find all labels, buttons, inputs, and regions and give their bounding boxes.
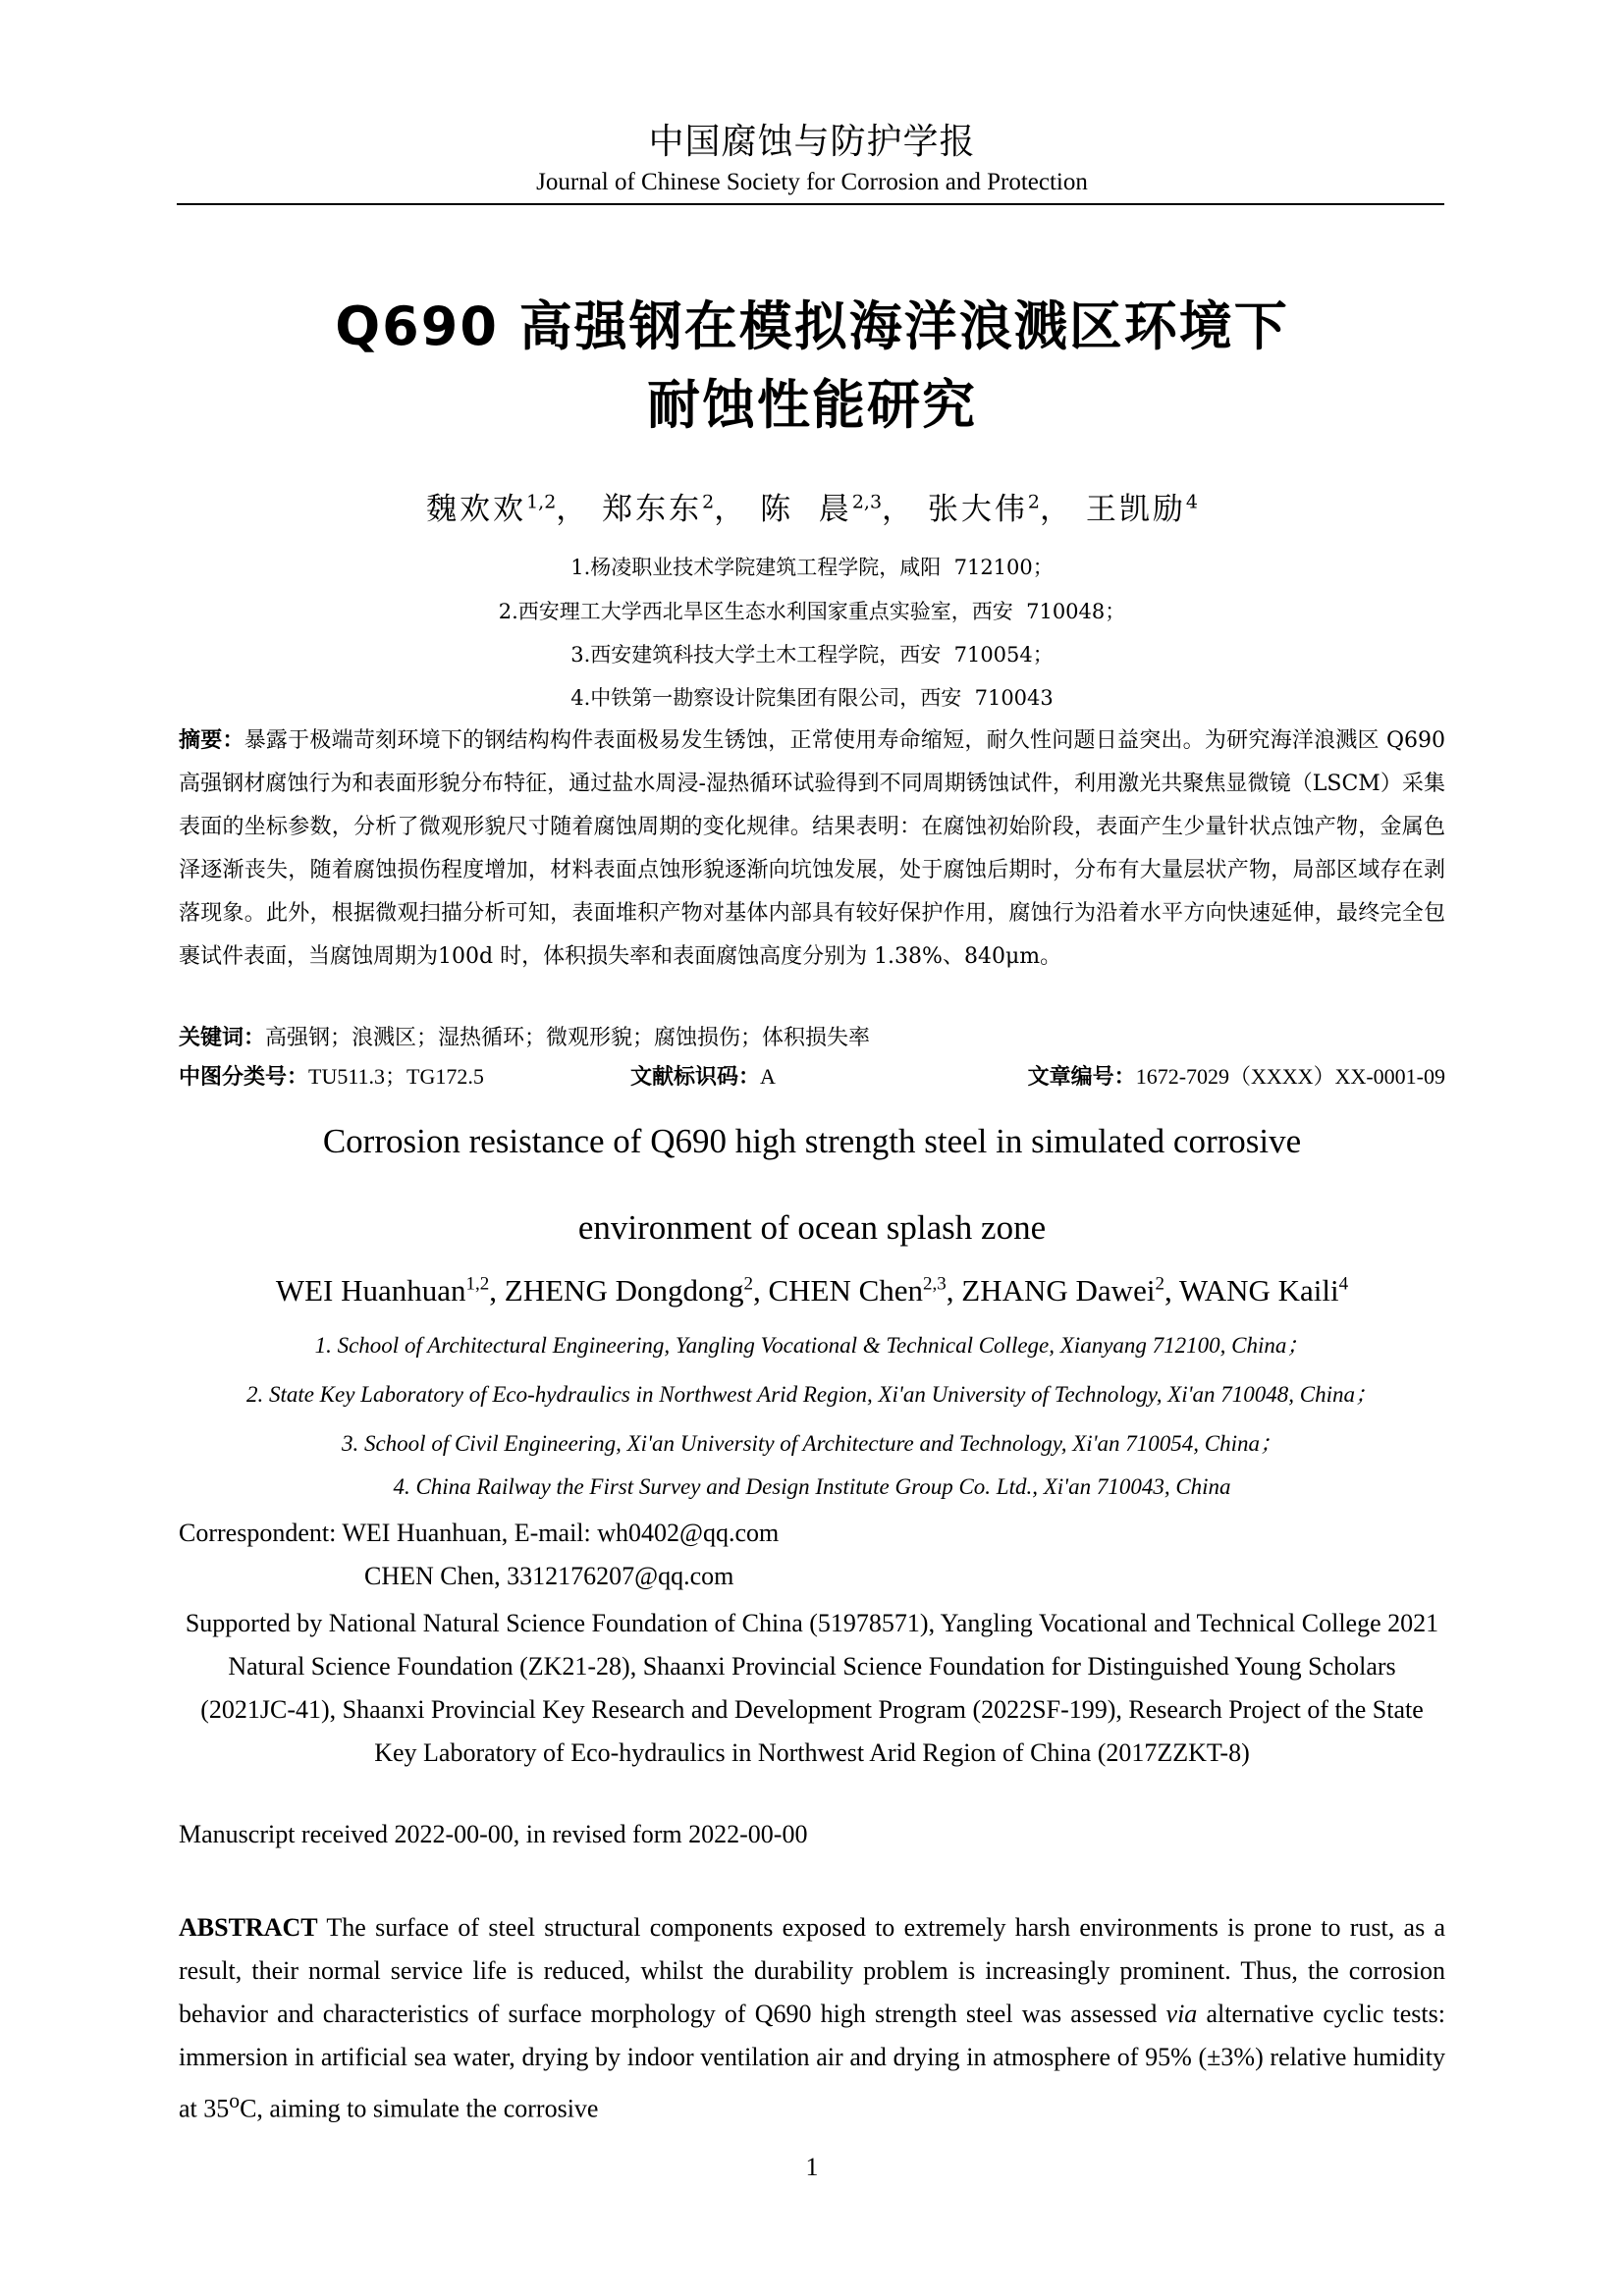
journal-title-en: Journal of Chinese Society for Corrosion and Protection [536, 169, 1088, 195]
abstract-en: ABSTRACT The surface of steel structural components exposed to extremely harsh environments is prone to rust, as a result, their normal service life is reduced, whilst the durability problem is increasingly prominent. Thus, the corrosion behavior and characteristics of surface morphology of Q690 high strength steel was assessed via alternative cyclic tests: immersion in artificial sea water, drying by indoor ventilation air and drying in atmosphere of 95% (±3%) relative humidity at 35$^o$C, aiming to simulate the corrosive [179, 1913, 1445, 2123]
affiliation-cn: 3.西安建筑科技大学土木工程学院，西安 710054； [570, 643, 1054, 667]
keywords-cn [179, 1017, 1445, 1060]
affiliation-en: 2. State Key Laboratory of Eco-hydraulics in Northwest Arid Region, Xi'an University of Technology, Xi'an 710048, China； [245, 1382, 1379, 1407]
affiliation-cn: 2.西安理工大学西北旱区生态水利国家重点实验室，西安 710048； [498, 600, 1126, 623]
author-cn: 魏欢欢$^{1,2}$， [426, 491, 590, 527]
affiliation-cn: 4.中铁第一勘察设计院集团有限公司，西安 710043 [570, 686, 1054, 710]
correspondent-line: CHEN Chen, 3312176207@qq.com [364, 1562, 734, 1590]
clc-number: 中图分类号：TU511.3；TG172.5 [179, 1064, 484, 1090]
paper-title-cn-line2: 耐蚀性能研究 [647, 374, 977, 436]
journal-title-cn: 中国腐蚀与防护学报 [648, 122, 976, 162]
manuscript-dates: Manuscript received 2022-00-00, in revised form 2022-00-00 [179, 1820, 808, 1848]
document-code: 文献标识码：A [630, 1064, 776, 1090]
article-number: 文章编号：1672-7029（XXXX）XX-0001-09 [1027, 1064, 1445, 1090]
page-number: 1 [805, 2153, 819, 2181]
author-list-cn [0, 484, 1624, 528]
header-divider [177, 203, 1444, 205]
author-cn: 王凯励$^4$ [1085, 491, 1198, 527]
affiliation-en: 4. China Railway the First Survey and Design Institute Group Co. Ltd., Xi'an 710043, China [393, 1474, 1231, 1499]
abstract-cn-text: 暴露于极端苛刻环境下的钢结构构件表面极易发生锈蚀，正常使用寿命缩短，耐久性问题日益突出。为研究海洋浪溅区 Q690 高强钢材腐蚀行为和表面形貌分布特征，通过盐水周浸-湿热循环试验得到不同周期锈蚀试件，利用激光共聚焦显微镜（LSCM）采集表面的坐标参数，分析了微观形貌尺寸随着腐蚀周期的变化规律。结果表明：在腐蚀初始阶段，表面产生少量针状点蚀产物，金属色泽逐渐丧失，随着腐蚀损伤程度增加，材料表面点蚀形貌逐渐向坑蚀发展，处于腐蚀后期时，分布有大量层状产物，局部区域存在剥落现象。此外，根据微观扫描分析可知，表面堆积产物对基体内部具有较好保护作用，腐蚀行为沿着水平方向快速延伸，最终完全包裹试件表面，当腐蚀周期为100d 时，体积损失率和表面腐蚀高度分别为 1.38%、840μm。 [179, 728, 1445, 969]
author-en: CHEN Chen$^{2,3}$, [768, 1273, 962, 1308]
author-cn: 郑东东$^2$， [602, 491, 748, 527]
abstract-en-label: ABSTRACT [179, 1913, 318, 1942]
author-en: WANG Kaili$^4$ [1178, 1273, 1349, 1308]
keywords-cn-text: 高强钢；浪溅区；湿热循环；微观形貌；腐蚀损伤；体积损失率 [265, 1026, 871, 1050]
funding-statement: Supported by National Natural Science Foundation of China (51978571), Yangling Vocational and Technical College 2021 Natural Science Foundation (ZK21-28), Shaanxi Provincial Science Foundation for Distinguished Young Scholars (2021JC-41), Shaanxi Provincial Key Research and Development Program (2022SF-199), Research Project of the State Key Laboratory of Eco-hydraulics in Northwest Arid Region of China (2017ZZKT-8) [185, 1609, 1439, 1767]
affiliation-en: 3. School of Civil Engineering, Xi'an University of Architecture and Technology, Xi'an 710054, China； [341, 1431, 1283, 1456]
author-list-en [0, 1273, 1624, 1308]
author-en: ZHANG Dawei$^2$, [961, 1273, 1179, 1308]
keywords-cn-label: 关键词： [179, 1026, 266, 1050]
author-en: ZHENG Dongdong$^2$, [504, 1273, 769, 1308]
author-cn: 陈 晨$^{2,3}$， [760, 491, 916, 527]
abstract-cn-label: 摘要： [179, 728, 244, 753]
paper-title-en-line2: environment of ocean splash zone [577, 1208, 1047, 1247]
author-en: WEI Huanhuan$^{1,2}$, [275, 1273, 505, 1308]
affiliation-en: 1. School of Architectural Engineering, Yangling Vocational & Technical College, Xianyang 712100, China； [314, 1333, 1310, 1358]
abstract-cn [179, 720, 1445, 979]
affiliation-cn: 1.杨凌职业技术学院建筑工程学院，咸阳 712100； [570, 556, 1054, 579]
paper-title-en-line1: Corrosion resistance of Q690 high strength steel in simulated corrosive [322, 1122, 1302, 1160]
correspondent-line: Correspondent: WEI Huanhuan, E-mail: wh0402@qq.com [179, 1519, 780, 1547]
author-cn: 张大伟$^2$， [927, 491, 1073, 527]
paper-title-cn-line1: Q690 高强钢在模拟海洋浪溅区环境下 [335, 295, 1289, 357]
